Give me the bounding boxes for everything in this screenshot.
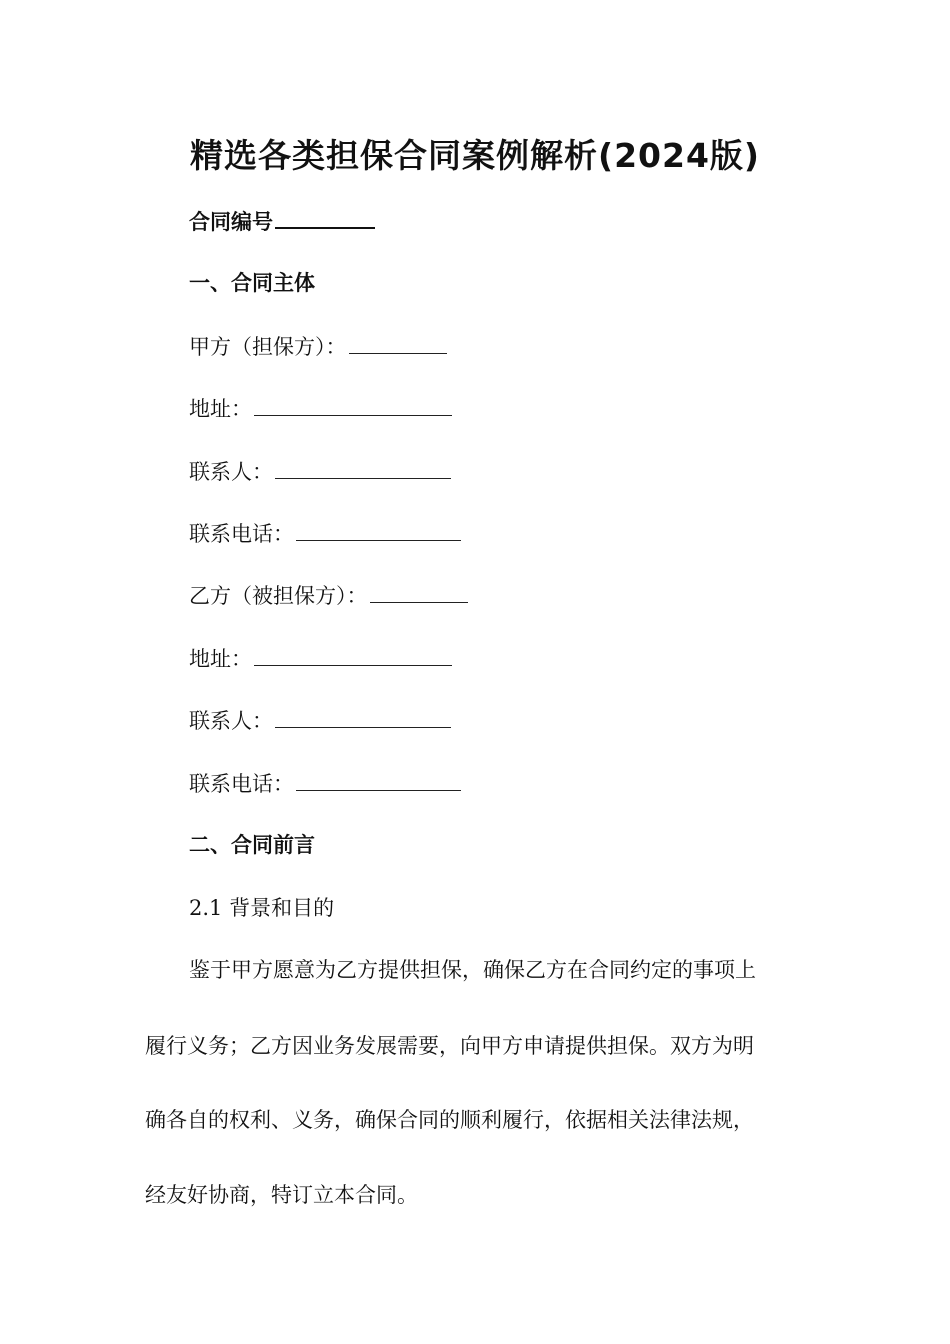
section-2-1-heading: 2.1 背景和目的 [189,896,335,920]
party-a-address-blank [254,393,452,416]
party-a-contact-row [189,456,451,487]
party-a-contact-label: 联系人： [189,460,273,484]
party-b-phone-blank [296,768,461,791]
paragraph-line: 确各自的权利、义务，确保合同的顺利履行，依据相关法律法规， [145,1108,754,1132]
party-a-label: 甲方（担保方）： [189,335,347,359]
party-a-phone-row [189,518,461,549]
section-2-heading: 二、合同前言 [189,833,315,857]
party-b-blank [370,580,468,603]
party-b-contact-blank [275,705,451,728]
party-b-row [189,580,468,611]
party-b-address-blank [254,643,452,666]
party-a-address-row [189,393,452,424]
party-a-phone-blank [296,518,461,541]
section-1-heading: 一、合同主体 [189,271,315,295]
party-a-row [189,331,447,362]
contract-number-row [189,205,375,237]
party-a-address-label: 地址： [189,397,252,421]
party-b-phone-row [189,768,461,799]
document-title: 精选各类担保合同案例解析(2024版) [189,136,760,175]
party-b-address-row [189,643,452,674]
party-a-contact-blank [275,456,451,479]
party-b-contact-label: 联系人： [189,709,273,733]
party-b-label: 乙方（被担保方）： [189,584,368,608]
contract-number-label: 合同编号 [189,210,273,234]
party-b-phone-label: 联系电话： [189,772,294,796]
party-b-address-label: 地址： [189,647,252,671]
paragraph-line: 鉴于甲方愿意为乙方提供担保，确保乙方在合同约定的事项上 [189,958,756,982]
party-b-contact-row [189,705,451,736]
paragraph-line: 经友好协商，特订立本合同。 [145,1183,418,1207]
paragraph-line: 履行义务；乙方因业务发展需要，向甲方申请提供担保。双方为明 [145,1034,754,1058]
contract-number-blank [275,205,375,229]
party-a-phone-label: 联系电话： [189,522,294,546]
party-a-blank [349,331,447,354]
